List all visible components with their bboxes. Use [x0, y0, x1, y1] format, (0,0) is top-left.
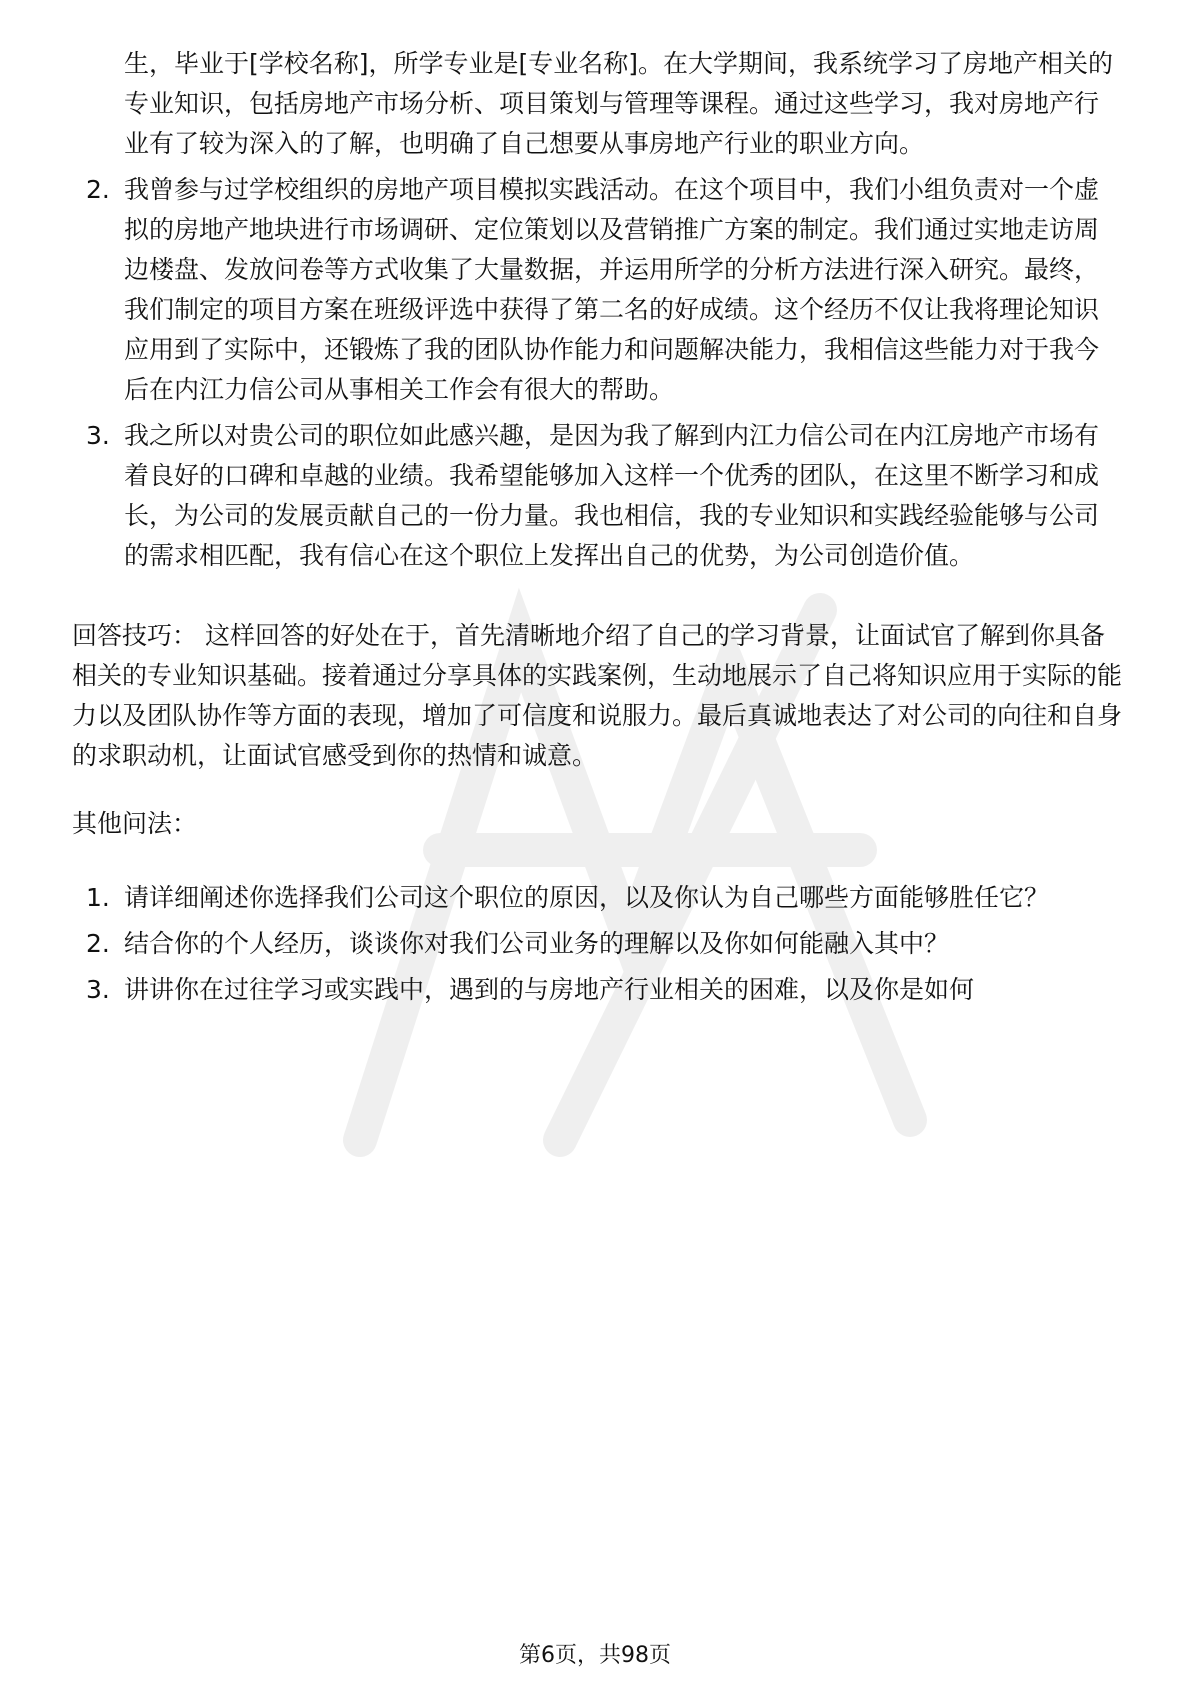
- list-number: 1.: [86, 883, 110, 912]
- list-item-text: 讲讲你在过往学习或实践中，遇到的与房地产行业相关的困难，以及你是如何: [124, 975, 975, 1004]
- answer-item-3: [72, 416, 1122, 576]
- answer-item-2: [72, 170, 1122, 410]
- other-question-3: [72, 970, 1122, 1010]
- list-number: 3.: [86, 975, 110, 1004]
- other-question-2: [72, 924, 1122, 964]
- list-number: 2.: [86, 929, 110, 958]
- list-item-text: 请详细阐述你选择我们公司这个职位的原因，以及你认为自己哪些方面能够胜任它？: [124, 883, 1050, 912]
- other-questions-heading: 其他问法：: [72, 809, 198, 838]
- answer-tip-paragraph: 回答技巧： 这样回答的好处在于，首先清晰地介绍了自己的学习背景，让面试官了解到你具备相关的专业知识基础。接着通过分享具体的实践案例，生动地展示了自己将知识应用于实际的能力以及团队协作等方面的表现，增加了可信度和说服力。最后真诚地表达了对公司的向往和自身的求职动机，让面试官感受到你的热情和诚意。: [72, 621, 1123, 770]
- list-item-text: 我之所以对贵公司的职位如此感兴趣，是因为我了解到内江力信公司在内江房地产市场有着良好的口碑和卓越的业绩。我希望能够加入这样一个优秀的团队，在这里不断学习和成长，为公司的发展贡献自己的一份力量。我也相信，我的专业知识和实践经验能够与公司的需求相匹配，我有信心在这个职位上发挥出自己的优势，为公司创造价值。: [124, 421, 1100, 570]
- document-body: [72, 44, 1122, 1016]
- page-number-footer: 第6页，共98页: [519, 1643, 671, 1668]
- list-item-text: 我曾参与过学校组织的房地产项目模拟实践活动。在这个项目中，我们小组负责对一个虚拟的房地产地块进行市场调研、定位策划以及营销推广方案的制定。我们通过实地走访周边楼盘、发放问卷等方式收集了大量数据，并运用所学的分析方法进行深入研究。最终，我们制定的项目方案在班级评选中获得了第二名的好成绩。这个经历不仅让我将理论知识应用到了实际中，还锻炼了我的团队协作能力和问题解决能力，我相信这些能力对于我今后在内江力信公司从事相关工作会有很大的帮助。: [124, 175, 1100, 404]
- list-number: 3.: [86, 421, 110, 450]
- list-number: 2.: [86, 175, 110, 204]
- other-question-1: [72, 878, 1122, 918]
- list-item-text: 结合你的个人经历，谈谈你对我们公司业务的理解以及你如何能融入其中？: [124, 929, 950, 958]
- continued-answer-paragraph: 生，毕业于[学校名称]，所学专业是[专业名称]。在大学期间，我系统学习了房地产相关的专业知识，包括房地产市场分析、项目策划与管理等课程。通过这些学习，我对房地产行业有了较为深入的了解，也明确了自己想要从事房地产行业的职业方向。: [124, 49, 1114, 158]
